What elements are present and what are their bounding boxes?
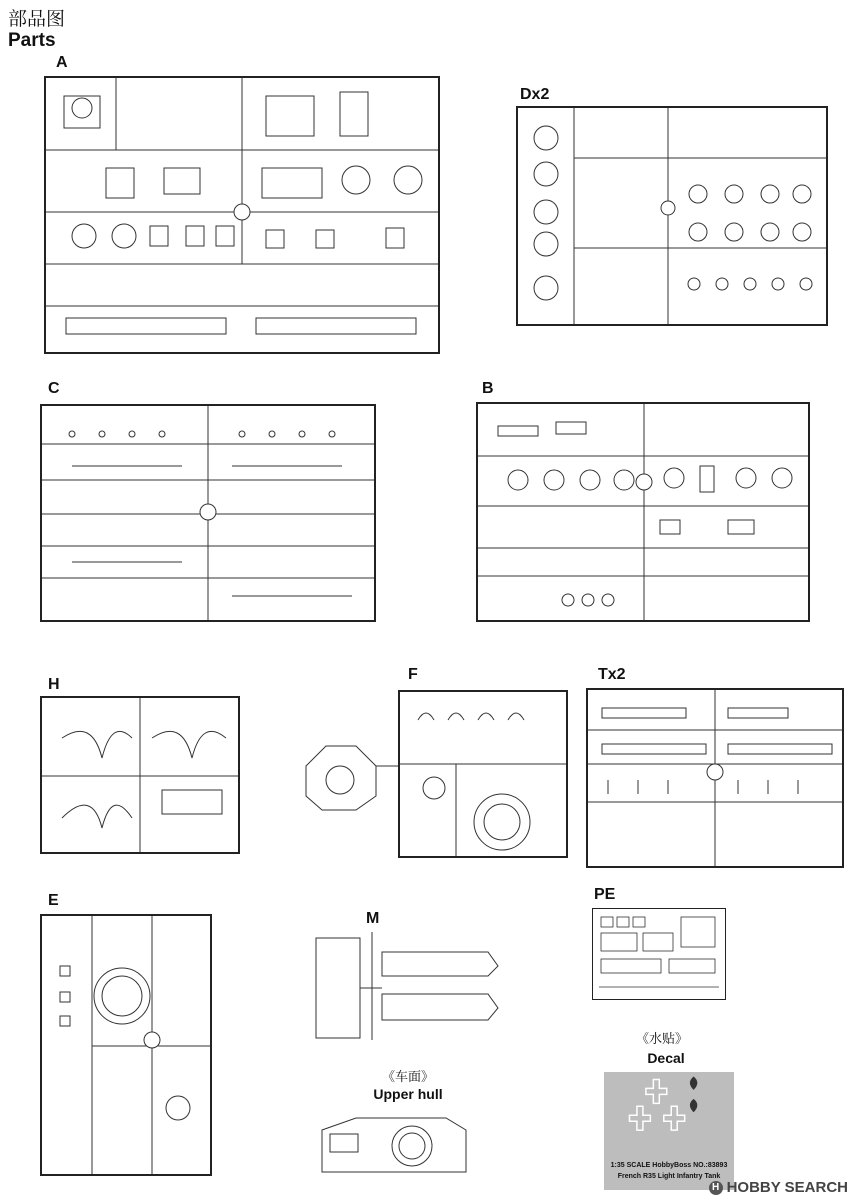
sprue-f-label: F [408, 666, 418, 683]
sprue-e-frame [40, 914, 212, 1176]
sprue-b-parts-drawing [478, 404, 808, 620]
sprue-h-frame [40, 696, 240, 854]
sprue-a-frame [44, 76, 440, 354]
upper-hull-caption-chinese: 《车面》 [381, 1070, 434, 1085]
decal-sheet-title: 1:35 SCALE HobbyBoss NO.:83893 [610, 1162, 728, 1169]
decal-caption: Decal [647, 1050, 685, 1066]
page-title: Parts [8, 30, 56, 51]
sprue-h-parts-drawing [42, 698, 238, 852]
sprue-c-parts-drawing [42, 406, 374, 620]
sprue-t-parts-drawing [588, 690, 842, 866]
upper-hull-drawing [316, 1110, 472, 1182]
turret-part-drawing [296, 736, 398, 816]
sprue-a-label: A [56, 54, 68, 71]
page-title-chinese: 部品图 [8, 8, 66, 30]
hobby-search-logo-icon: H [709, 1181, 723, 1195]
decal-sheet [604, 1072, 734, 1190]
upper-hull-caption: Upper hull [373, 1086, 443, 1102]
sprue-m-label: M [366, 910, 380, 927]
decal-sheet-subtitle: French R35 Light Infantry Tank [617, 1173, 721, 1180]
sprue-f-frame [398, 690, 568, 858]
photo-etch-fret [592, 908, 726, 1000]
hobby-search-watermark-text: HOBBY SEARCH [726, 1179, 848, 1196]
decal-markings [604, 1072, 734, 1160]
sprue-e-label: E [48, 892, 59, 909]
hobby-search-watermark [709, 1179, 848, 1196]
sprue-h-label: H [48, 676, 60, 693]
sprue-e-parts-drawing [42, 916, 210, 1174]
sprue-c-frame [40, 404, 376, 622]
sprue-a-parts-drawing [46, 78, 438, 352]
sprue-d-parts-drawing [518, 108, 826, 324]
sprue-t-frame [586, 688, 844, 868]
sprue-m-parts-drawing [312, 932, 502, 1040]
sprue-t-label: Tx2 [598, 666, 626, 683]
photo-etch-parts-drawing [593, 909, 725, 999]
decal-caption-chinese: 《水贴》 [635, 1032, 688, 1047]
sprue-b-frame [476, 402, 810, 622]
sprue-f-parts-drawing [400, 692, 566, 856]
sprue-d-frame [516, 106, 828, 326]
sprue-b-label: B [482, 380, 494, 397]
sprue-d-label: Dx2 [520, 86, 550, 103]
sprue-c-label: C [48, 380, 60, 397]
sprue-pe-label: PE [594, 886, 616, 903]
